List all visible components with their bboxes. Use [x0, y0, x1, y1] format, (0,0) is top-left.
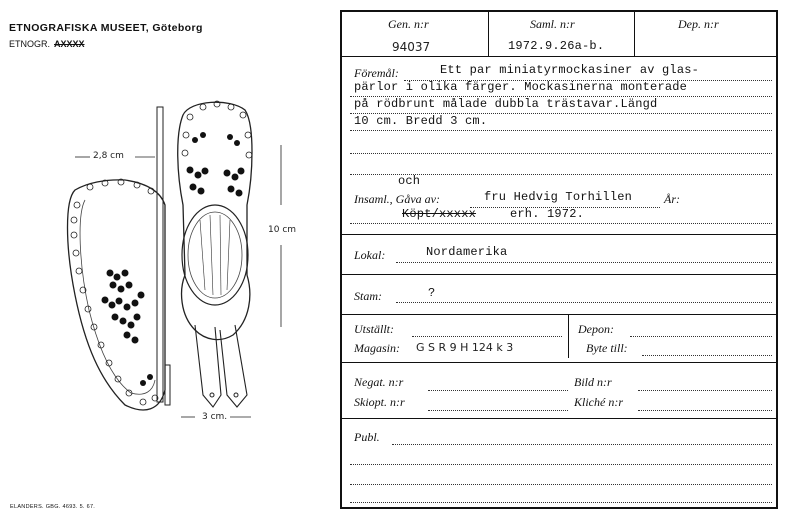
- depon-label: Depon:: [578, 322, 614, 336]
- magasin-label: Magasin:: [354, 341, 400, 355]
- department-prefix: ETNOGR.: [9, 39, 51, 49]
- rule-utstallt: [342, 314, 776, 315]
- dimension-length: 10 cm: [268, 225, 297, 235]
- header-divider-1: [488, 12, 489, 56]
- dotted-line: [396, 302, 772, 303]
- dotted-line: [350, 223, 772, 224]
- museum-name: ETNOGRAFISKA MUSEET, Göteborg: [9, 22, 203, 34]
- dotted-line: [350, 153, 772, 154]
- stam-label: Stam:: [354, 289, 382, 303]
- foremal-line-4: 10 cm. Bredd 3 cm.: [354, 114, 488, 128]
- foremal-label: Föremål:: [354, 66, 399, 80]
- dotted-line: [428, 410, 568, 411]
- department-struck: AXXXX: [54, 39, 85, 49]
- moccasin-vamp: [182, 205, 248, 305]
- rule-lokal: [342, 234, 776, 235]
- foremal-line-3: på rödbrunt målade dubbla trästavar.Längd: [354, 97, 658, 111]
- saml-value: 1972.9.26a-b.: [508, 39, 605, 53]
- foremal-line-2: pärlor i olika färger. Mockasinerna monterade: [354, 80, 688, 94]
- dotted-line: [638, 410, 772, 411]
- skiopt-label: Skiopt. n:r: [354, 395, 405, 409]
- dimension-width: 2,8 cm: [93, 151, 124, 161]
- dotted-line: [350, 96, 772, 97]
- header-divider-2: [634, 12, 635, 56]
- insaml-value: fru Hedvig Torhillen: [484, 190, 633, 204]
- saml-label: Saml. n:r: [530, 17, 575, 31]
- dotted-line: [642, 355, 772, 356]
- stam-value: ?: [428, 286, 436, 300]
- magasin-value: G S R 9 H 124 k 3: [416, 341, 514, 354]
- bild-label: Bild n:r: [574, 375, 612, 389]
- wooden-stick: [157, 107, 163, 402]
- gen-label: Gen. n:r: [388, 17, 429, 31]
- moccasin-top-outline: [178, 102, 252, 339]
- department-line: [9, 39, 85, 49]
- gen-value: 94037: [392, 40, 431, 54]
- moccasin-drawing: [55, 95, 320, 425]
- dotted-line: [470, 207, 660, 208]
- lokal-value: Nordamerika: [426, 245, 508, 259]
- dotted-line: [350, 484, 772, 485]
- dotted-line: [350, 113, 772, 114]
- lokal-label: Lokal:: [354, 248, 386, 262]
- dotted-line: [392, 444, 772, 445]
- negat-label: Negat. n:r: [354, 375, 404, 389]
- rule-stam: [342, 274, 776, 275]
- dimension-bottom: 3 cm.: [202, 412, 228, 422]
- stave-right: [220, 325, 247, 407]
- dep-label: Dep. n:r: [678, 17, 719, 31]
- foremal-line-1: Ett par miniatyrmockasiner av glas-: [440, 63, 700, 77]
- struck-text: Köpt/xxxxx: [402, 207, 477, 221]
- utstallt-divider: [568, 314, 569, 358]
- ar-label: År:: [664, 192, 680, 206]
- printer-mark: ELANDERS. GBG. 4693. 5. 67.: [10, 504, 96, 510]
- catalog-card: [340, 10, 778, 509]
- och-text: och: [398, 174, 421, 188]
- dotted-line: [428, 390, 568, 391]
- rule-negat: [342, 362, 776, 363]
- dotted-line: [412, 336, 562, 337]
- cliche-label: Kliché n:r: [574, 395, 623, 409]
- dotted-line: [396, 262, 772, 263]
- dotted-line: [638, 390, 772, 391]
- byte-label: Byte till:: [586, 341, 628, 355]
- stave-left: [195, 325, 221, 407]
- header-bottom-rule: [342, 56, 776, 57]
- dotted-line: [350, 502, 772, 503]
- dotted-line: [350, 464, 772, 465]
- dotted-line: [404, 80, 772, 81]
- dotted-line: [630, 336, 772, 337]
- utstallt-label: Utställt:: [354, 322, 395, 336]
- insaml-label: Insaml., Gåva av:: [354, 192, 440, 206]
- rule-publ: [342, 418, 776, 419]
- dotted-line: [350, 130, 772, 131]
- publ-label: Publ.: [354, 430, 380, 444]
- erh-value: erh. 1972.: [510, 207, 585, 221]
